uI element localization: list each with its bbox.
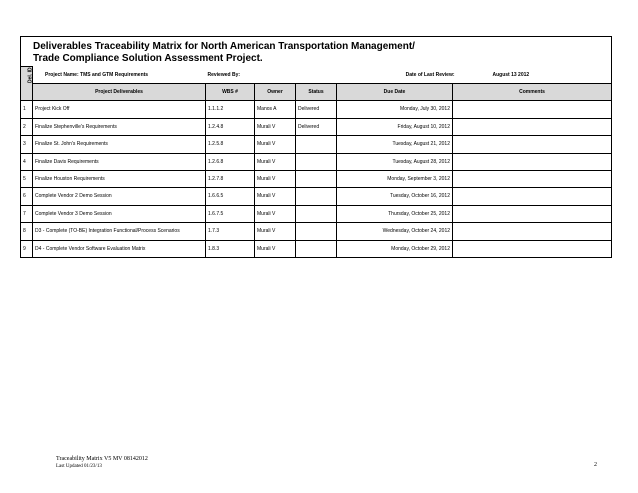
row-owner: Murali V (255, 223, 296, 240)
row-wbs: 1.8.3 (206, 240, 255, 257)
header-row (21, 83, 612, 100)
row-deliverable: Finalize Houston Requirements (33, 170, 206, 187)
row-wbs: 1.2.4.8 (206, 118, 255, 135)
row-status (296, 136, 337, 153)
row-id: 7 (21, 205, 33, 222)
row-owner: Murali V (255, 170, 296, 187)
row-id: 2 (21, 118, 33, 135)
reviewed-by: Reviewed By: Date of Last Review: (206, 67, 453, 84)
page-number: 2 (594, 462, 597, 468)
header-status: Status (296, 83, 337, 100)
row-id: 1 (21, 101, 33, 118)
row-id: 6 (21, 188, 33, 205)
table-row (21, 188, 612, 205)
row-due-date: Tuesday, August 28, 2012 (337, 153, 453, 170)
row-status (296, 205, 337, 222)
row-id: 5 (21, 170, 33, 187)
row-due-date: Monday, July 30, 2012 (337, 101, 453, 118)
row-comments (453, 101, 612, 118)
header-due-date: Due Date (337, 83, 453, 100)
table-row (21, 153, 612, 170)
row-wbs: 1.1.1.2 (206, 101, 255, 118)
row-comments (453, 118, 612, 135)
row-due-date: Friday, August 10, 2012 (337, 118, 453, 135)
row-wbs: 1.6.6.5 (206, 188, 255, 205)
row-due-date: Thursday, October 25, 2012 (337, 205, 453, 222)
row-wbs: 1.6.7.5 (206, 205, 255, 222)
matrix-title (21, 37, 612, 67)
row-status (296, 170, 337, 187)
table-row (21, 136, 612, 153)
row-comments (453, 240, 612, 257)
date-of-last-review-value: August 13 2012 (453, 67, 612, 84)
row-due-date: Tuesday, October 16, 2012 (337, 188, 453, 205)
row-deliverable: Finalize St. John's Requirements (33, 136, 206, 153)
row-status (296, 223, 337, 240)
table-row (21, 170, 612, 187)
row-due-date: Tuesday, August 21, 2012 (337, 136, 453, 153)
row-wbs: 1.7.3 (206, 223, 255, 240)
row-id: 9 (21, 240, 33, 257)
row-status (296, 188, 337, 205)
row-comments (453, 170, 612, 187)
row-comments (453, 205, 612, 222)
row-id: 8 (21, 223, 33, 240)
row-owner: Murali V (255, 240, 296, 257)
row-due-date: Wednesday, October 24, 2012 (337, 223, 453, 240)
header-comments: Comments (453, 83, 612, 100)
table-row (21, 101, 612, 118)
row-deliverable: Finalize Stephenville's Requirements (33, 118, 206, 135)
row-wbs: 1.2.7.8 (206, 170, 255, 187)
table-row (21, 223, 612, 240)
row-owner: Manos A (255, 101, 296, 118)
row-owner: Murali V (255, 118, 296, 135)
project-name: Project Name: TMS and GTM Requirements (33, 67, 206, 84)
traceability-matrix-sheet (20, 36, 611, 257)
row-owner: Murali V (255, 153, 296, 170)
header-wbs: WBS # (206, 83, 255, 100)
row-owner: Murali V (255, 136, 296, 153)
row-wbs: 1.2.6.8 (206, 153, 255, 170)
row-status: Delivered (296, 118, 337, 135)
footer-document-name: Traceability Matrix V5 MV 08142012 (56, 456, 148, 462)
row-comments (453, 136, 612, 153)
row-comments (453, 153, 612, 170)
title-line-2: Trade Compliance Solution Assessment Project. (33, 52, 263, 64)
row-deliverable: Complete Vendor 3 Demo Session (33, 205, 206, 222)
row-status (296, 153, 337, 170)
meta-row (21, 67, 612, 84)
deliverables-table (20, 36, 612, 258)
row-wbs: 1.2.5.8 (206, 136, 255, 153)
date-of-last-review-label: Date of Last Review: (405, 71, 455, 78)
row-deliverable: Finalize Davis Requirements (33, 153, 206, 170)
row-deliverable: Project Kick Off (33, 101, 206, 118)
row-deliverable: D4 - Complete Vendor Software Evaluation Matrix (33, 240, 206, 257)
row-id: 3 (21, 136, 33, 153)
row-deliverable: D3 - Complete (TO-BE) Integration Functional/Process Scenarios (33, 223, 206, 240)
row-status (296, 240, 337, 257)
row-owner: Murali V (255, 188, 296, 205)
row-comments (453, 223, 612, 240)
table-row (21, 205, 612, 222)
footer-last-updated: Last Updated 01/23/13 (56, 464, 102, 469)
del-id-header: Del. ID (21, 67, 33, 101)
row-comments (453, 188, 612, 205)
title-line-1: Deliverables Traceability Matrix for North American Transportation Management/ (33, 40, 415, 52)
row-owner: Murali V (255, 205, 296, 222)
row-status: Delivered (296, 101, 337, 118)
row-deliverable: Complete Vendor 2 Demo Session (33, 188, 206, 205)
header-deliverables: Project Deliverables (33, 83, 206, 100)
row-id: 4 (21, 153, 33, 170)
header-owner: Owner (255, 83, 296, 100)
footer (56, 456, 148, 469)
row-due-date: Monday, September 3, 2012 (337, 170, 453, 187)
table-row (21, 240, 612, 257)
table-row (21, 118, 612, 135)
row-due-date: Monday, October 29, 2012 (337, 240, 453, 257)
